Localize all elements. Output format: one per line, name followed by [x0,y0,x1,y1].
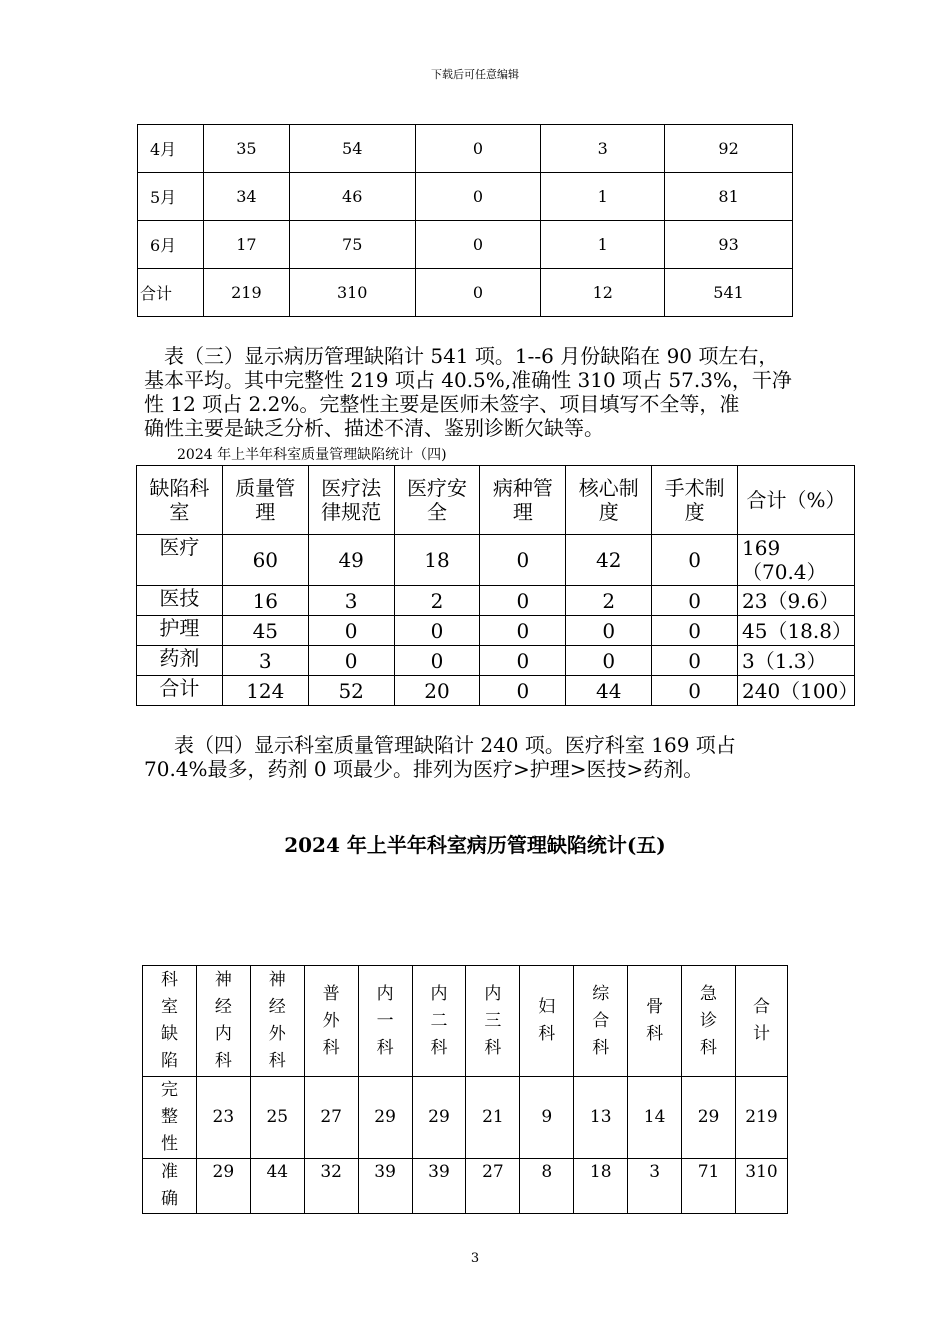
table-cell: 0 [415,125,541,173]
column-header: 合计 [735,966,787,1077]
total-cell: 169（70.4） [738,535,855,586]
page-number: 3 [470,1251,480,1266]
table-cell: 29 [682,1077,736,1159]
row-label: 护理 [137,616,223,646]
table-header-row [137,466,855,535]
table-cell: 13 [574,1077,628,1159]
table-cell: 3 [222,646,308,676]
table-cell: 3 [541,125,665,173]
paragraph-line: 基本平均。其中完整性 219 项占 40.5%,准确性 310 项占 57.3%，干净 [144,368,792,392]
page-header: 下载后可任意编辑 [431,68,519,81]
table-cell: 14 [628,1077,682,1159]
column-header: 病种管 理 [480,466,566,535]
table-cell: 23 [196,1077,250,1159]
table-cell: 541 [665,269,793,317]
table-cell: 124 [222,676,308,706]
row-label: 合计 [138,269,204,317]
table-cell: 0 [415,269,541,317]
table-cell: 21 [466,1077,520,1159]
table-cell: 0 [480,646,566,676]
table-cell: 0 [480,676,566,706]
table-department-record-defects [142,965,788,1214]
table-cell: 44 [566,676,652,706]
table-cell: 81 [665,173,793,221]
table-cell: 310 [289,269,415,317]
table-cell: 0 [394,646,480,676]
total-cell: 240（100） [738,676,855,706]
total-cell: 45（18.8） [738,616,855,646]
table-cell: 44 [250,1159,304,1214]
table-cell: 18 [574,1159,628,1214]
table-row-total [138,269,793,317]
column-header: 手术制 度 [652,466,738,535]
table-cell: 20 [394,676,480,706]
table-cell: 0 [652,616,738,646]
table-cell: 54 [289,125,415,173]
paragraph-line: 表（三）显示病历管理缺陷计 541 项。1--6 月份缺陷在 90 项左右， [164,344,779,368]
table-cell: 27 [304,1077,358,1159]
table-cell: 3 [308,586,394,616]
table-row [137,535,855,586]
table-cell: 29 [358,1077,412,1159]
table-row [143,1159,788,1214]
column-header: 核心制 度 [566,466,652,535]
table-cell: 46 [289,173,415,221]
row-label: 6月 [138,221,204,269]
column-header: 医疗法 律规范 [308,466,394,535]
table-cell: 0 [652,676,738,706]
column-header: 医疗安 全 [394,466,480,535]
table-cell: 1 [541,221,665,269]
paragraph-line: 表（四）显示科室质量管理缺陷计 240 项。医疗科室 169 项占 [174,733,736,757]
column-header: 急诊科 [682,966,736,1077]
column-header: 骨科 [628,966,682,1077]
row-label: 药剂 [137,646,223,676]
total-cell: 23（9.6） [738,586,855,616]
column-header: 普外科 [304,966,358,1077]
table-cell: 29 [196,1159,250,1214]
column-header: 内三科 [466,966,520,1077]
table-cell: 49 [308,535,394,586]
table-cell: 29 [412,1077,466,1159]
table-cell: 0 [652,535,738,586]
row-label: 医疗 [137,535,223,586]
table-cell: 0 [308,616,394,646]
table-cell: 0 [308,646,394,676]
column-header: 内二科 [412,966,466,1077]
table-cell: 9 [520,1077,574,1159]
table-cell: 52 [308,676,394,706]
column-header: 质量管 理 [222,466,308,535]
table-row [138,221,793,269]
table-cell: 0 [415,221,541,269]
table-row [138,125,793,173]
column-header: 缺陷科 室 [137,466,223,535]
column-header: 神经外科 [250,966,304,1077]
column-header: 内一科 [358,966,412,1077]
table-cell: 1 [541,173,665,221]
table-cell: 75 [289,221,415,269]
table-row [137,616,855,646]
table-cell: 3 [628,1159,682,1214]
table-cell: 219 [735,1077,787,1159]
table-cell: 0 [652,646,738,676]
table-header-row [143,966,788,1077]
table-cell: 92 [665,125,793,173]
table-department-quality-defects [136,465,859,706]
table-cell: 310 [735,1159,787,1214]
column-header: 合计（%） [738,466,855,535]
paragraph-line: 确性主要是缺乏分析、描述不清、鉴别诊断欠缺等。 [144,416,604,440]
column-header: 综合科 [574,966,628,1077]
table-cell: 0 [652,586,738,616]
table-row [137,646,855,676]
row-label: 准确 [143,1159,197,1214]
row-label: 5月 [138,173,204,221]
table-cell: 39 [358,1159,412,1214]
table-cell: 0 [415,173,541,221]
paragraph-line: 70.4%最多，药剂 0 项最少。排列为医疗>护理>医技>药剂。 [144,757,704,781]
section-title: 2024 年上半年科室病历管理缺陷统计(五) [284,833,666,857]
total-cell: 3（1.3） [738,646,855,676]
table-cell: 32 [304,1159,358,1214]
table-cell: 0 [566,616,652,646]
table-monthly-defects [137,124,793,317]
table-cell: 71 [682,1159,736,1214]
table-row [137,586,855,616]
table-row [138,173,793,221]
table-cell: 35 [203,125,289,173]
table-row-total [137,676,855,706]
table-row [143,1077,788,1159]
table-cell: 93 [665,221,793,269]
paragraph-line: 性 12 项占 2.2%。完整性主要是医师未签字、项目填写不全等，准 [144,392,740,416]
table-cell: 39 [412,1159,466,1214]
table-caption: 2024 年上半年科室质量管理缺陷统计（四) [177,447,447,463]
row-label: 4月 [138,125,204,173]
table-cell: 0 [480,586,566,616]
table-cell: 0 [394,616,480,646]
table-cell: 27 [466,1159,520,1214]
table-cell: 42 [566,535,652,586]
table-cell: 219 [203,269,289,317]
table-cell: 60 [222,535,308,586]
table-cell: 25 [250,1077,304,1159]
table-cell: 2 [566,586,652,616]
column-header: 妇科 [520,966,574,1077]
table-cell: 16 [222,586,308,616]
table-cell: 12 [541,269,665,317]
table-cell: 0 [480,616,566,646]
column-header: 科室缺陷 [143,966,197,1077]
table-cell: 8 [520,1159,574,1214]
table-cell: 45 [222,616,308,646]
table-cell: 18 [394,535,480,586]
table-cell: 0 [480,535,566,586]
row-label: 合计 [137,676,223,706]
column-header: 神经内科 [196,966,250,1077]
row-label: 完整性 [143,1077,197,1159]
table-cell: 0 [566,646,652,676]
row-label: 医技 [137,586,223,616]
table-cell: 34 [203,173,289,221]
table-cell: 2 [394,586,480,616]
table-cell: 17 [203,221,289,269]
